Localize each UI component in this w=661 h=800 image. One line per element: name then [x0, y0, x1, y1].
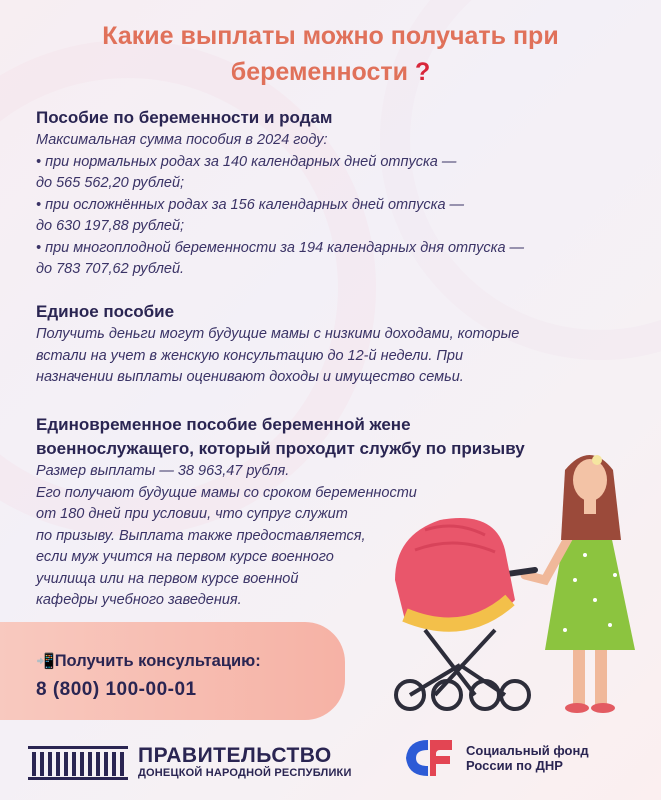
section-text: Получить деньги могут будущие мамы с низкими доходами, которые [36, 326, 520, 342]
gov-building-logo [28, 742, 128, 782]
section-text: до 783 707,62 рублей. [36, 261, 185, 277]
section-text: Максимальная сумма пособия в 2024 году: [36, 132, 328, 148]
section-text: Размер выплаты — 38 963,47 рубля. [36, 463, 290, 479]
section-text: • при многоплодной беременности за 194 календарных дня отпуска — [36, 239, 525, 256]
gov-title: ПРАВИТЕЛЬСТВО [138, 744, 332, 767]
gov-subtitle: ДОНЕЦКОЙ НАРОДНОЙ РЕСПУБЛИКИ [138, 767, 352, 779]
section-text: если муж учится на первом курсе военного [36, 549, 334, 565]
fund-name-line1: Социальный фонд [466, 743, 589, 758]
section-text: Его получают будущие мамы со сроком беременности [36, 484, 417, 501]
section-heading: Единовременное пособие беременной жене [36, 415, 411, 434]
fund-name-line2: России по ДНР [466, 758, 563, 773]
section-heading: Пособие по беременности и родам [36, 108, 333, 127]
section-text: назначении выплаты оценивают доходы и имущество семьи. [36, 369, 464, 385]
consultation-label: 📲Получить консультацию: [36, 652, 261, 670]
page-title: Какие выплаты можно получать при беременности ? [102, 22, 559, 86]
section-text: до 630 197,88 рублей; [36, 218, 185, 234]
mother-stroller-illustration [385, 440, 655, 720]
section-text: до 565 562,20 рублей; [36, 175, 185, 191]
contact-panel [0, 622, 345, 720]
section-heading: военнослужащего, который проходит службу по призыву [36, 439, 525, 458]
section-maternity-benefit [36, 106, 524, 281]
gov-logo-block [28, 742, 352, 782]
section-text: кафедры учебного заведения. [36, 592, 242, 608]
section-text: по призыву. Выплата также предоставляется, [36, 527, 366, 544]
section-text: от 180 дней при условии, что супруг служит [36, 506, 348, 522]
section-text: встали на учет в женскую консультацию до 12-й недели. При [36, 347, 464, 364]
section-text: • при нормальных родах за 140 календарных дней отпуска — [36, 153, 457, 170]
section-heading: Единое пособие [36, 302, 175, 321]
phone-number[interactable]: 8 (800) 100-00-01 [36, 679, 197, 700]
sfr-logo [400, 736, 458, 780]
section-text: • при осложнённых родах за 156 календарных дней отпуска — [36, 196, 465, 213]
section-unified-benefit [36, 300, 519, 389]
section-text: училища или на первом курсе военной [36, 570, 299, 587]
phone-icon: 📲 [36, 653, 55, 670]
sfr-logo-block [400, 736, 589, 780]
